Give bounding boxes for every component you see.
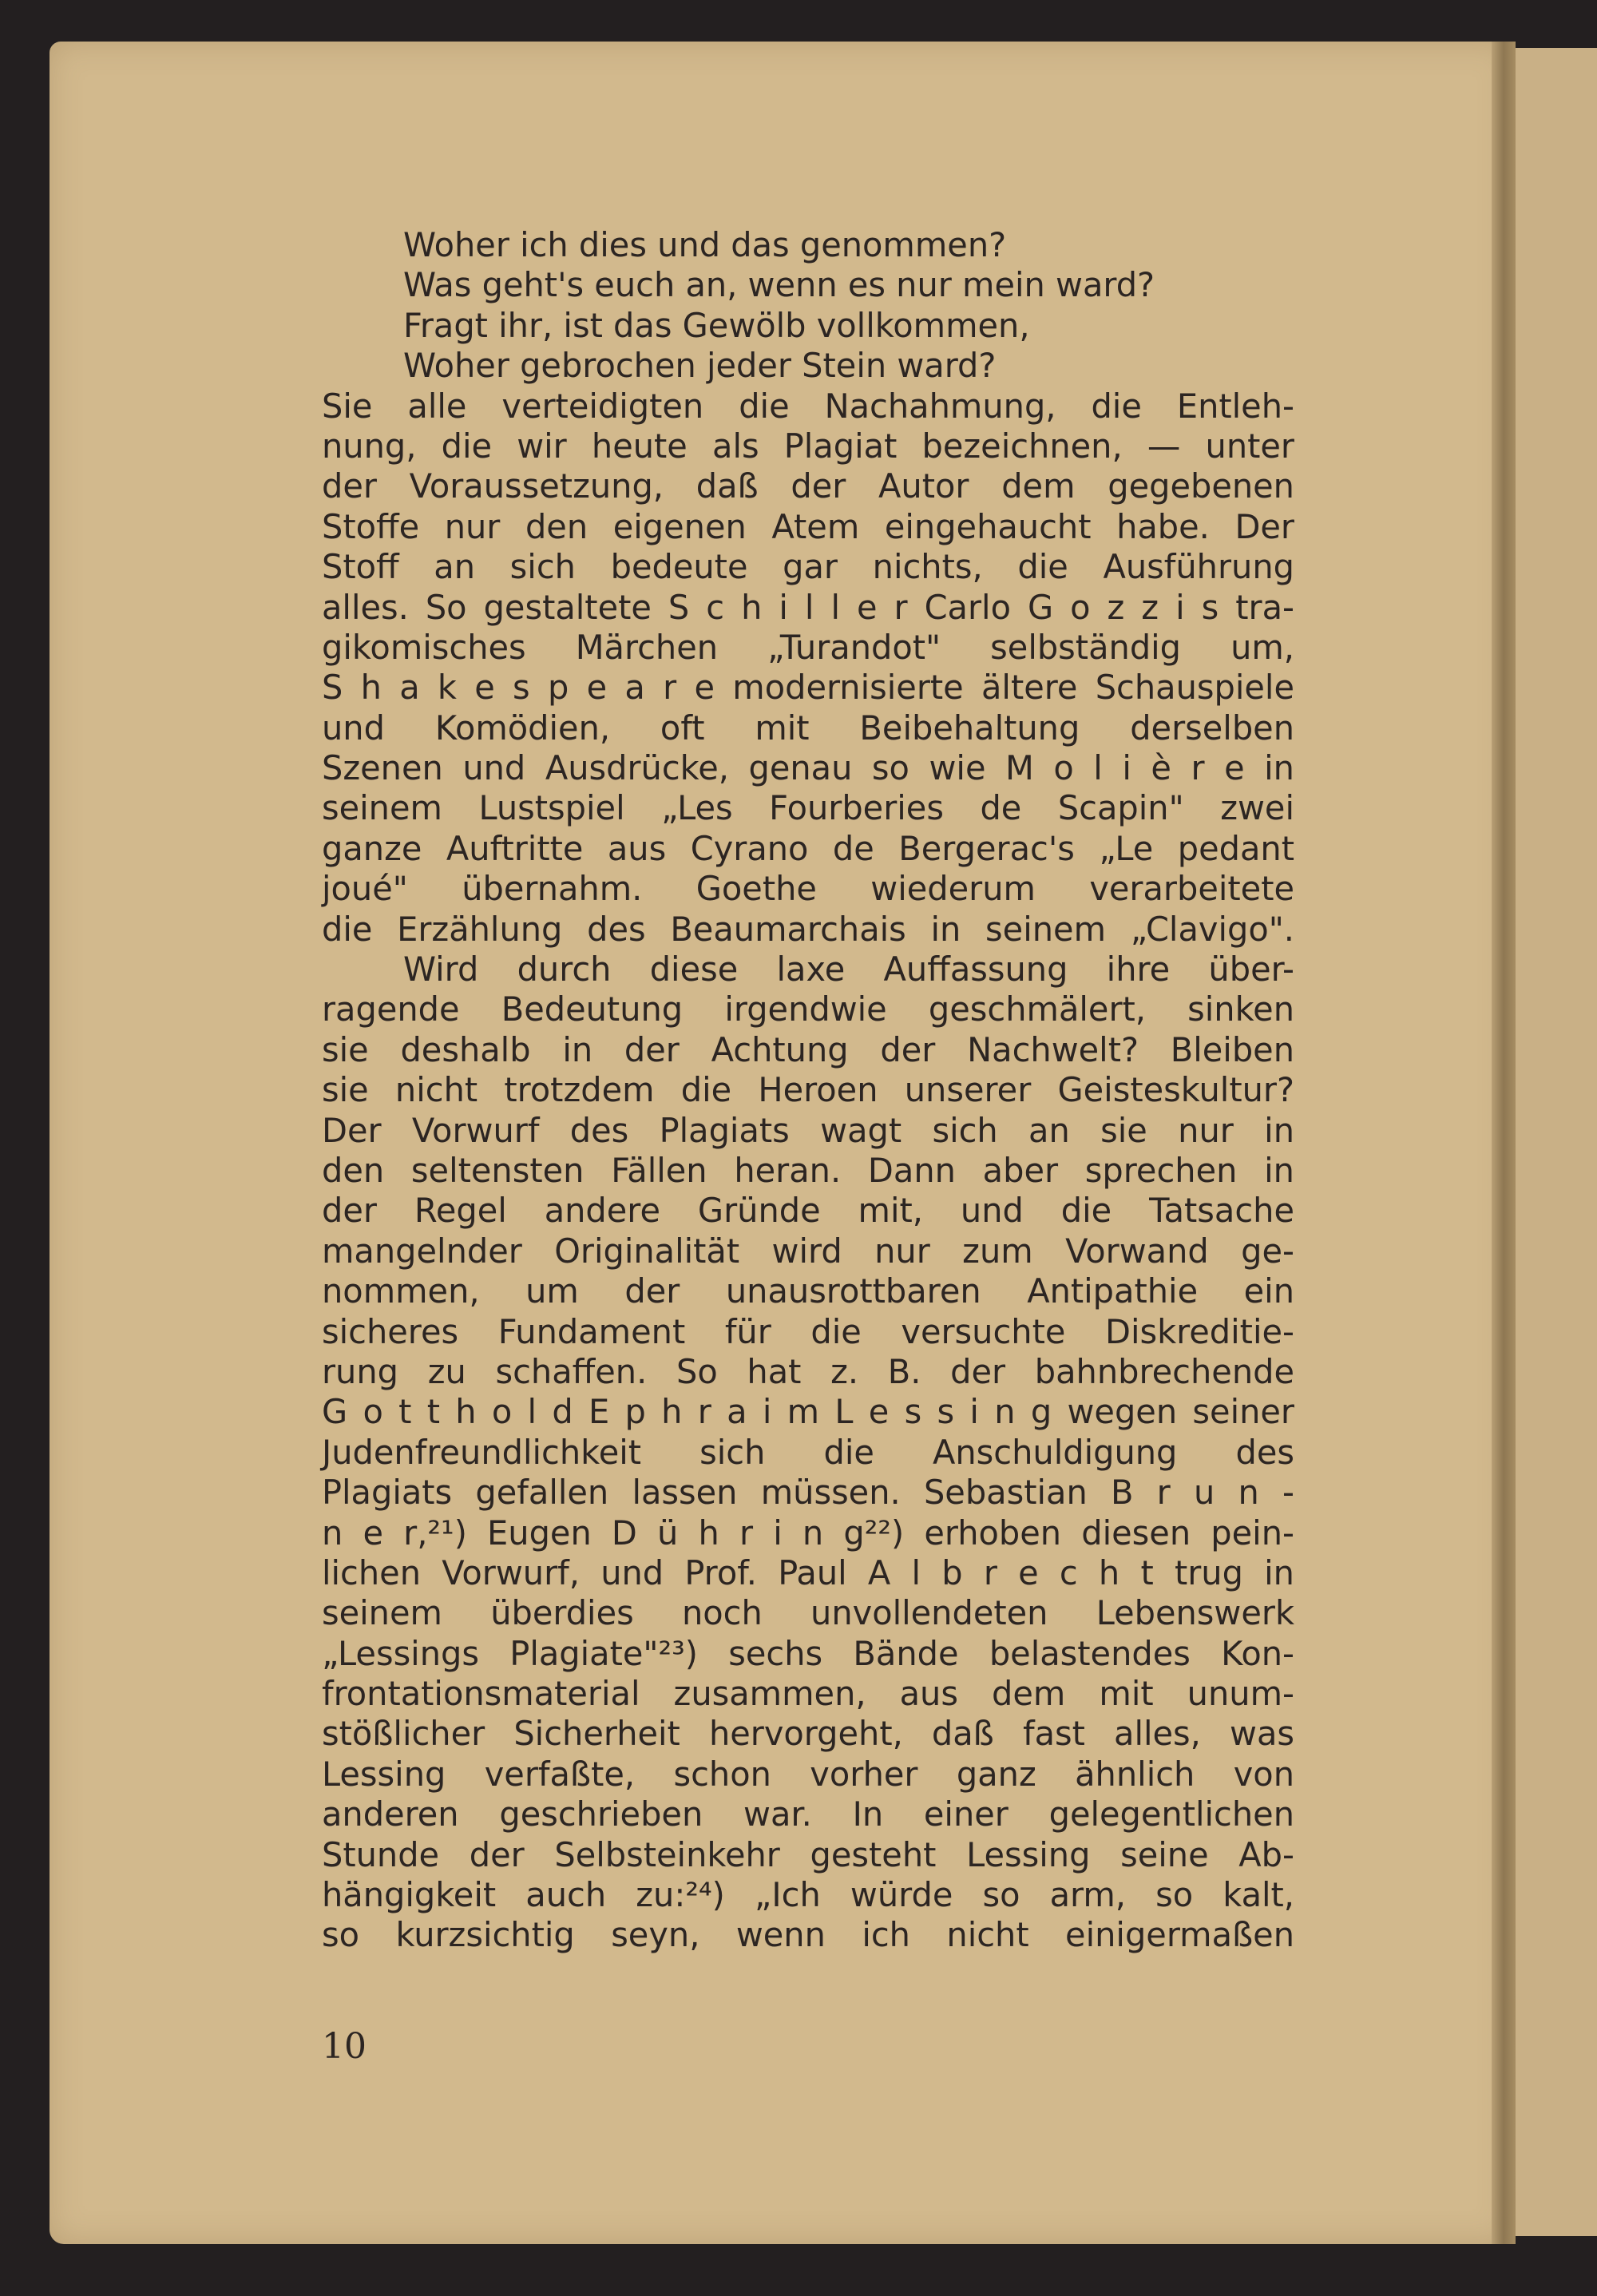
text-line: nung, die wir heute als Plagiat bezeichnen, — unter xyxy=(322,426,1294,466)
text-line: mangelnder Originalität wird nur zum Vorwand ge- xyxy=(322,1231,1294,1271)
text-line: ragende Bedeutung irgendwie geschmälert, sinken xyxy=(322,989,1294,1029)
text-line: Stoff an sich bedeute gar nichts, die Ausführung xyxy=(322,547,1294,587)
text-line: und Komödien, oft mit Beibehaltung derselben xyxy=(322,708,1294,747)
page-number: 10 xyxy=(322,2026,367,2067)
text-line: frontationsmaterial zusammen, aus dem mit unum- xyxy=(322,1674,1294,1714)
text-line: gikomisches Märchen „Turandot" selbständig um, xyxy=(322,627,1294,667)
verse-line: Fragt ihr, ist das Gewölb vollkommen, xyxy=(403,305,1030,345)
facing-page-edge xyxy=(1516,48,1597,2236)
text-line: Wird durch diese laxe Auffassung ihre über- xyxy=(403,950,1294,989)
text-line: anderen geschrieben war. In einer gelegentlichen xyxy=(322,1794,1294,1834)
text-line: „Lessings Plagiate"²³) sechs Bände belastendes Kon- xyxy=(322,1633,1294,1673)
text-line: S h a k e s p e a r e modernisierte ältere Schauspiele xyxy=(322,668,1294,708)
verse-line: Woher gebrochen jeder Stein ward? xyxy=(403,346,997,386)
text-line: sicheres Fundament für die versuchte Diskreditie- xyxy=(322,1311,1294,1351)
text-line: so kurzsichtig seyn, wenn ich nicht einigermaßen xyxy=(322,1915,1294,1955)
text-line: der Regel andere Gründe mit, und die Tatsache xyxy=(322,1191,1294,1231)
text-line: joué" übernahm. Goethe wiederum verarbeitete xyxy=(322,869,1294,909)
text-line: G o t t h o l d E p h r a i m L e s s i n g wegen seiner xyxy=(322,1392,1294,1432)
page-gutter xyxy=(1492,42,1516,2244)
text-line: ganze Auftritte aus Cyrano de Bergerac's „Le pedant xyxy=(322,828,1294,868)
text-line: der Voraussetzung, daß der Autor dem gegebenen xyxy=(322,466,1294,506)
verse-line: Woher ich dies und das genommen? xyxy=(403,225,1007,264)
text-line: Plagiats gefallen lassen müssen. Sebastian B r u n - xyxy=(322,1473,1294,1513)
text-line: Stoffe nur den eigenen Atem eingehaucht habe. Der xyxy=(322,506,1294,546)
text-line: Judenfreundlichkeit sich die Anschuldigung des xyxy=(322,1432,1294,1472)
verse-line: Was geht's euch an, wenn es nur mein ward? xyxy=(403,265,1155,305)
page-text xyxy=(322,225,1294,1956)
text-line: Der Vorwurf des Plagiats wagt sich an sie nur in xyxy=(322,1110,1294,1150)
text-line: alles. So gestaltete S c h i l l e r Carlo G o z z i s tra- xyxy=(322,587,1294,627)
text-line: hängigkeit auch zu:²⁴) „Ich würde so arm, so kalt, xyxy=(322,1875,1294,1915)
text-line: nommen, um der unausrottbaren Antipathie ein xyxy=(322,1271,1294,1311)
text-line: sie deshalb in der Achtung der Nachwelt? Bleiben xyxy=(322,1029,1294,1069)
text-line: lichen Vorwurf, und Prof. Paul A l b r e c h t trug in xyxy=(322,1552,1294,1592)
text-line: stößlicher Sicherheit hervorgeht, daß fast alles, was xyxy=(322,1714,1294,1754)
text-line: seinem überdies noch unvollendeten Lebenswerk xyxy=(322,1593,1294,1633)
text-line: Sie alle verteidigten die Nachahmung, die Entleh- xyxy=(322,386,1294,426)
text-line: Stunde der Selbsteinkehr gesteht Lessing seine Ab- xyxy=(322,1834,1294,1874)
text-line: sie nicht trotzdem die Heroen unserer Geisteskultur? xyxy=(322,1070,1294,1110)
text-line: die Erzählung des Beaumarchais in seinem „Clavigo". xyxy=(322,909,1294,949)
text-line: Szenen und Ausdrücke, genau so wie M o l i è r e in xyxy=(322,748,1294,788)
text-line: den seltensten Fällen heran. Dann aber sprechen in xyxy=(322,1150,1294,1190)
text-line: seinem Lustspiel „Les Fourberies de Scapin" zwei xyxy=(322,788,1294,828)
text-line: n e r,²¹) Eugen D ü h r i n g²²) erhoben diesen pein- xyxy=(322,1513,1294,1552)
text-line: Lessing verfaßte, schon vorher ganz ähnlich von xyxy=(322,1754,1294,1794)
text-line: rung zu schaffen. So hat z. B. der bahnbrechende xyxy=(322,1351,1294,1391)
